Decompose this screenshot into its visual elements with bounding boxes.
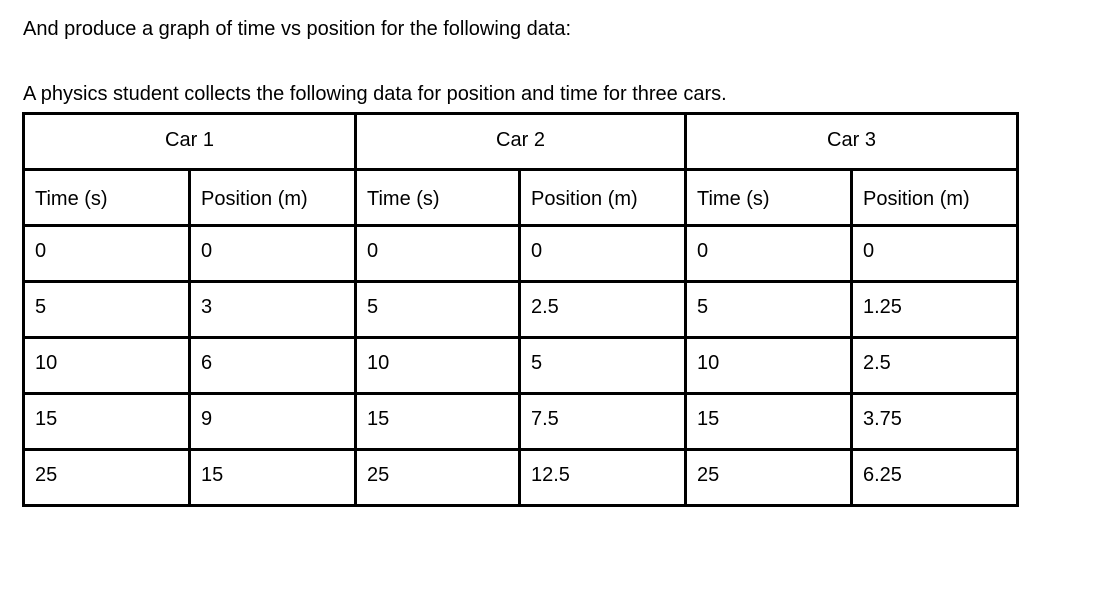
table-cell: 15 [24, 394, 190, 450]
car-3-header: Car 3 [686, 114, 1018, 170]
table-row [24, 338, 1018, 394]
question-heading: And produce a graph of time vs position for the following data: [23, 18, 572, 40]
table-cell: 0 [520, 226, 686, 282]
table-cell: 0 [686, 226, 852, 282]
table-cell: 12.5 [520, 450, 686, 506]
table-cell: 2.5 [520, 282, 686, 338]
column-header: Position (m) [520, 170, 686, 226]
table-cell: 15 [190, 450, 356, 506]
table-cell: 5 [356, 282, 520, 338]
table-row [24, 394, 1018, 450]
column-header: Time (s) [24, 170, 190, 226]
table-row [24, 282, 1018, 338]
table-cell: 3 [190, 282, 356, 338]
table-cell: 6.25 [852, 450, 1018, 506]
table-cell: 0 [190, 226, 356, 282]
table-cell: 9 [190, 394, 356, 450]
table-cell: 0 [356, 226, 520, 282]
car-2-header: Car 2 [356, 114, 686, 170]
table-cell: 10 [686, 338, 852, 394]
table-cell: 2.5 [852, 338, 1018, 394]
table-cell: 15 [356, 394, 520, 450]
column-header: Position (m) [852, 170, 1018, 226]
table-cell: 5 [686, 282, 852, 338]
car-1-header: Car 1 [24, 114, 356, 170]
column-header: Time (s) [356, 170, 520, 226]
table-cell: 5 [520, 338, 686, 394]
table-cell: 25 [686, 450, 852, 506]
car-header-row [24, 114, 1018, 170]
table-cell: 5 [24, 282, 190, 338]
table-cell: 1.25 [852, 282, 1018, 338]
intro-text: A physics student collects the following data for position and time for three cars. [23, 83, 727, 105]
table-cell: 25 [24, 450, 190, 506]
table-cell: 3.75 [852, 394, 1018, 450]
column-header-row [24, 170, 1018, 226]
table-cell: 10 [24, 338, 190, 394]
car-data-table [22, 112, 1019, 507]
table-cell: 7.5 [520, 394, 686, 450]
table-cell: 25 [356, 450, 520, 506]
table-cell: 10 [356, 338, 520, 394]
table-row [24, 450, 1018, 506]
table-cell: 0 [852, 226, 1018, 282]
table-cell: 0 [24, 226, 190, 282]
table-cell: 6 [190, 338, 356, 394]
table-cell: 15 [686, 394, 852, 450]
column-header: Time (s) [686, 170, 852, 226]
table-row [24, 226, 1018, 282]
column-header: Position (m) [190, 170, 356, 226]
